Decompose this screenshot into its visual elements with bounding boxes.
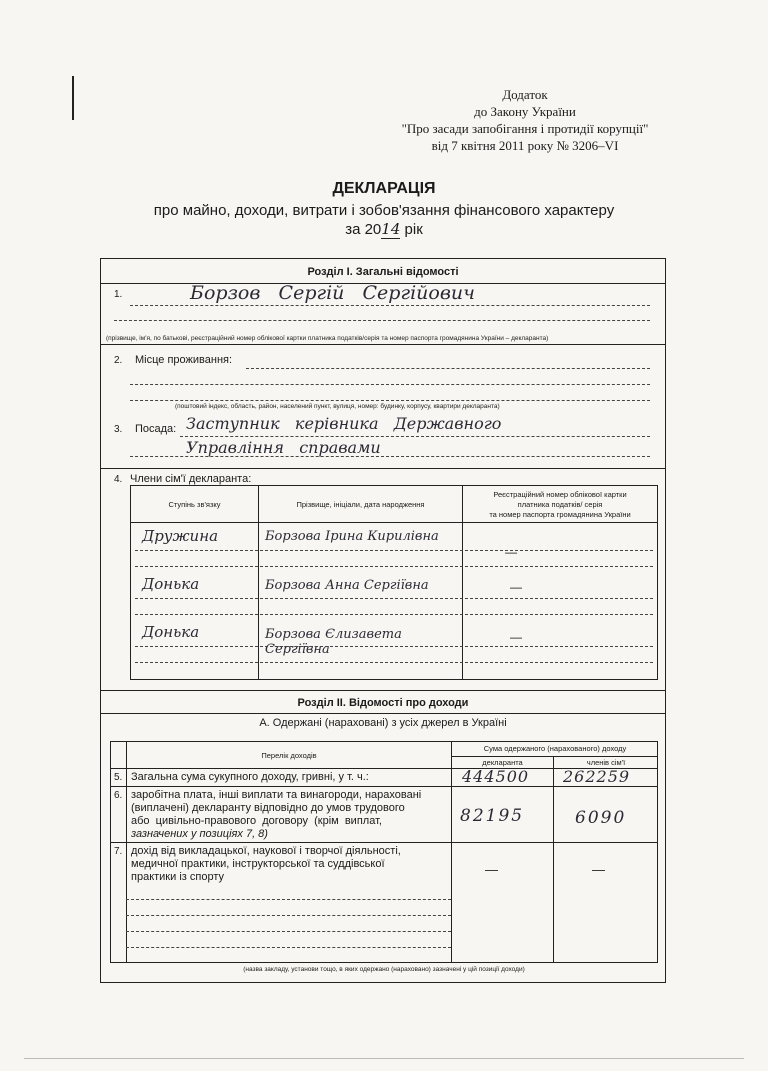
declaration-title: ДЕКЛАРАЦІЯ: [332, 180, 436, 197]
appendix-line-2: до Закону України: [474, 104, 576, 119]
income-row-text-line-2: (виплачені) декларанту відповідно до умов трудового: [131, 802, 405, 814]
col-name-header: Прізвище, ініціали, дата народження: [296, 500, 425, 509]
income-row-text-line-3: практики із спорту: [131, 871, 224, 883]
col-id-header: [463, 490, 657, 520]
col-id-header-line-2: платника податків/ серія: [517, 500, 603, 509]
appendix-line-1: Додаток: [502, 87, 548, 102]
family-row-name: Борзова Ірина Кирилівна: [265, 529, 439, 544]
year-suffix: рік: [404, 221, 423, 238]
col-id-header-line-1: Реєстраційний номер облікової картки: [493, 490, 627, 499]
position-label: Посада:: [135, 423, 177, 435]
item2-caption: (поштовий індекс, область, район, населений пункт, вулиця, номер: будинку, корпусу, квартири декларанта): [175, 403, 500, 410]
section2-title: Розділ ІІ. Відомості про доходи: [297, 697, 469, 709]
family-row-id: —: [510, 580, 522, 594]
income-row-number: 7.: [114, 846, 123, 857]
declaration-year: [0, 220, 768, 239]
appendix-line-3: "Про засади запобігання і протидії корупції": [401, 121, 649, 136]
income-row-text-line-3: або цивільно-правового договору (крім виплат,: [131, 815, 382, 827]
page-edge: [24, 1058, 744, 1059]
section2-subtitle: А. Одержані (нараховані) з усіх джерел в Україні: [259, 717, 507, 729]
declarant-name: Борзов Сергій Сергійович: [190, 282, 475, 304]
income-row-number: 6.: [114, 790, 123, 801]
income-row-text-line-1: заробітна плата, інші виплати та винагороди, нараховані: [131, 789, 422, 801]
family-label: Члени сім'ї декларанта:: [130, 473, 252, 485]
col-family-header: членів сім'ї: [586, 758, 626, 767]
position-line-1: Заступник керівника Державного: [186, 414, 502, 433]
col-relation-header: Ступінь зв'язку: [168, 500, 221, 509]
income-row-declarant: 82195: [460, 806, 525, 826]
income-row-family: 262259: [563, 767, 631, 786]
income-row-text-line-4: зазначених у позиціях 7, 8): [131, 828, 268, 840]
col-id-header-line-3: та номер паспорта громадянина України: [489, 510, 631, 519]
income-row-declarant: —: [485, 862, 498, 877]
family-row-relation: Дружина: [142, 527, 219, 545]
col-declarant-header: декларанта: [482, 758, 523, 767]
item2-number: 2.: [114, 355, 123, 366]
residence-label: Місце проживання:: [135, 354, 233, 366]
family-row-relation: Донька: [142, 623, 200, 641]
item4-number: 4.: [114, 474, 123, 485]
family-row-id: —: [505, 545, 517, 559]
family-row-id: —: [510, 630, 522, 644]
appendix-line-4: від 7 квітня 2011 року № 3206–VI: [431, 138, 619, 153]
col-sum-header: Сума одержаного (нарахованого) доходу: [483, 744, 627, 753]
income-row-text: [131, 789, 421, 841]
income-row-number: 5.: [114, 772, 123, 783]
position-line-2: Управління справами: [186, 438, 381, 457]
income-row-text-line-1: дохід від викладацької, наукової і творчої діяльності,: [131, 845, 401, 857]
item3-number: 3.: [114, 424, 123, 435]
section1-title: Розділ І. Загальні відомості: [307, 266, 459, 278]
income-row-text: [131, 845, 401, 884]
year-prefix: за 20: [345, 221, 382, 238]
income-row-family: 6090: [575, 808, 627, 828]
family-row-name: Борзова Єлизавета Сергіївна: [265, 627, 402, 657]
income-caption: (назва закладу, установи тощо, в яких одержано (нараховано) зазначені у цій позиції доходи): [243, 966, 525, 973]
income-row-text: Загальна сума сукупного доходу, гривні, у т. ч.:: [131, 771, 369, 783]
col-income-list-header: Перелік доходів: [261, 751, 317, 760]
family-row-name: Борзова Анна Сергіївна: [265, 578, 429, 593]
item1-caption: (прізвище, ім'я, по батькові, реєстраційний номер облікової картки платника податків/серія та номер паспорта громадянина України – декларанта): [106, 335, 549, 342]
income-row-text-line-2: медичної практики, інструкторської та суддівської: [131, 858, 385, 870]
family-row-relation: Донька: [142, 575, 200, 593]
income-row-declarant: 444500: [462, 767, 530, 786]
income-row-family: —: [592, 862, 605, 877]
margin-mark: [72, 76, 74, 120]
item1-number: 1.: [114, 289, 123, 300]
declaration-subtitle: про майно, доходи, витрати і зобов'язання фінансового характеру: [153, 202, 615, 219]
year-value: 14: [381, 220, 401, 238]
appendix-header: [380, 86, 670, 154]
